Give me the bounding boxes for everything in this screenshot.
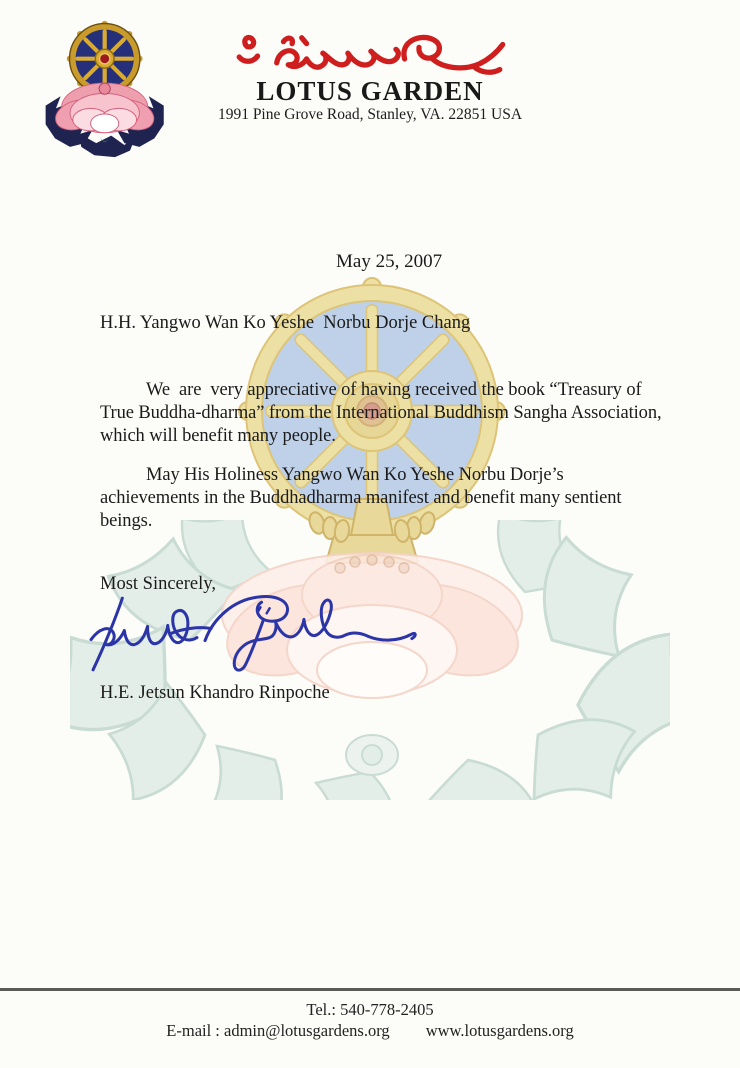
recipient-line: H.H. Yangwo Wan Ko Yeshe Norbu Dorje Chang bbox=[100, 313, 471, 333]
footer-contact-line bbox=[0, 1021, 740, 1041]
footer-divider bbox=[0, 988, 740, 991]
closing-salutation: Most Sincerely, bbox=[100, 574, 216, 594]
paragraph-line: We are very appreciative of having received the book “Treasury of bbox=[146, 380, 642, 400]
org-address: 1991 Pine Grove Road, Stanley, VA. 22851 USA bbox=[217, 106, 523, 123]
paragraph-1 bbox=[100, 379, 662, 448]
signer-name: H.E. Jetsun Khandro Rinpoche bbox=[100, 683, 330, 703]
org-name: LOTUS GARDEN bbox=[256, 76, 484, 106]
letter-date: May 25, 2007 bbox=[336, 251, 443, 272]
handwritten-signature bbox=[86, 589, 424, 677]
paragraph-2 bbox=[100, 464, 621, 533]
paragraph-line: beings. bbox=[100, 511, 153, 531]
paragraph-line: True Buddha-dharma” from the International Buddhism Sangha Association, bbox=[100, 403, 662, 423]
footer-email: E-mail : admin@lotusgardens.org bbox=[166, 1021, 390, 1040]
paragraph-line: achievements in the Buddhadharma manifest and benefit many sentient bbox=[100, 488, 622, 508]
footer-website: www.lotusgardens.org bbox=[425, 1021, 574, 1040]
footer-telephone: Tel.: 540-778-2405 bbox=[306, 1000, 434, 1019]
paragraph-line: May His Holiness Yangwo Wan Ko Yeshe Norbu Dorje’s bbox=[146, 465, 564, 485]
paragraph-line: which will benefit many people. bbox=[100, 426, 336, 446]
